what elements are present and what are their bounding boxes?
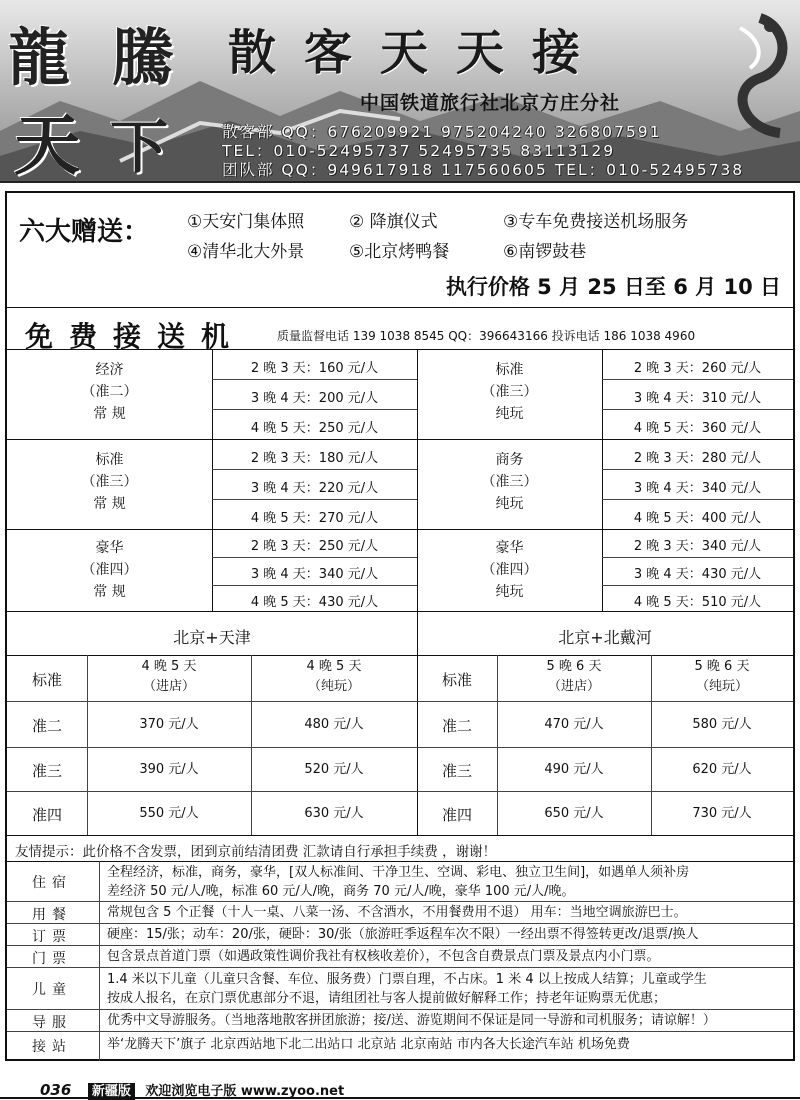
price-cell: 4 晚 5 天：430 元/人 [250, 595, 379, 610]
detail-text [107, 925, 787, 944]
free-pickup-title: 免费接送机 [25, 320, 246, 353]
divider [602, 499, 793, 500]
divider [7, 747, 793, 748]
combo-price: 630 元/人 [304, 806, 364, 821]
price-cell: 3 晚 4 天：340 元/人 [250, 567, 379, 582]
detail-line: 1.4 米以下儿童（儿童只含餐、车位、服务费）门票自理，不占床。1 米 4 以上按成人结算；儿童或学生 [107, 972, 707, 987]
divider [7, 791, 793, 792]
package-tier: 标准 [495, 362, 524, 378]
combo-title-tianjin: 北京+天津 [173, 628, 251, 647]
gift-item: ③专车免费接送机场服务 [503, 212, 689, 232]
detail-text [107, 863, 787, 901]
divider [212, 409, 417, 410]
package-type: 常 规 [93, 496, 126, 512]
package-name [7, 537, 212, 603]
price-cell: 3 晚 4 天：220 元/人 [250, 481, 379, 496]
combo-price: 490 元/人 [544, 762, 604, 777]
package-tier: 标准 [95, 452, 124, 468]
contact-line: TEL：010-52495737 52495735 83113129 [222, 142, 616, 160]
gift-item: ④清华北大外景 [187, 242, 305, 262]
dragon-swirl-icon [700, 8, 796, 148]
package-tier: 经济 [95, 362, 124, 378]
combo-price: 620 元/人 [692, 762, 752, 777]
logo-char-4: 下 [110, 113, 169, 181]
combo-level-label: 准四 [441, 806, 472, 824]
gifts-title: 六大赠送： [19, 217, 150, 247]
contact-line: 散客部 QQ：676209921 975204240 326807591 [222, 123, 662, 141]
divider [7, 861, 793, 862]
divider [7, 945, 793, 946]
combo-price: 650 元/人 [544, 806, 604, 821]
package-type: 纯玩 [495, 584, 524, 600]
combo-level-label: 准二 [441, 717, 472, 735]
detail-line: 差经济 50 元/人/晚，标准 60 元/人/晚，商务 70 元/人/晚，豪华 100 元/人/晚。 [107, 884, 575, 899]
detail-label: 订票 [32, 929, 72, 945]
divider [602, 409, 793, 410]
divider [212, 585, 417, 586]
combo-price: 370 元/人 [139, 717, 199, 732]
package-type: 常 规 [93, 406, 126, 422]
combo-level-label: 准三 [441, 762, 472, 780]
combo-header [651, 657, 793, 697]
combo-header-type: （进店） [547, 679, 600, 694]
combo-price: 550 元/人 [139, 806, 199, 821]
divider [7, 1031, 793, 1032]
package-tier: 豪华 [495, 540, 524, 556]
package-tier: 商务 [495, 452, 524, 468]
divider [7, 439, 793, 440]
divider [7, 967, 793, 968]
website-link[interactable]: 欢迎浏览电子版 www.zyoo.net [145, 1084, 345, 1099]
combo-level-label: 标准 [31, 671, 62, 689]
slogan: 散客天天接 [228, 25, 609, 81]
combo-price: 730 元/人 [692, 806, 752, 821]
price-cell: 2 晚 3 天：340 元/人 [633, 539, 762, 554]
divider [7, 923, 793, 924]
divider [0, 1097, 800, 1099]
gift-item: ⑥南锣鼓巷 [503, 242, 587, 262]
price-cell: 4 晚 5 天：250 元/人 [250, 421, 379, 436]
detail-label: 儿童 [32, 982, 72, 998]
package-class: （准四） [81, 562, 138, 578]
package-name [7, 449, 212, 515]
edition-badge: 新疆版 [88, 1083, 135, 1100]
divider [7, 349, 793, 350]
combo-header-duration: 4 晚 5 天 [141, 659, 197, 674]
combo-header [251, 657, 417, 697]
detail-line: 常规包含 5 个正餐（十人一桌、八菜一汤、不含酒水，不用餐费用不退） 用车：当地空调旅游巴士。 [107, 905, 687, 920]
price-cell: 3 晚 4 天：200 元/人 [250, 391, 379, 406]
divider [212, 557, 417, 558]
gift-item: ② 降旗仪式 [349, 212, 438, 232]
divider [7, 655, 793, 656]
package-name [417, 537, 602, 603]
package-name [7, 359, 212, 425]
divider [7, 835, 793, 836]
detail-label: 导服 [32, 1015, 72, 1031]
combo-header [87, 657, 251, 697]
price-cell: 3 晚 4 天：430 元/人 [633, 567, 762, 582]
agency-name: 中国铁道旅行社北京方庄分社 [360, 92, 621, 114]
price-cell: 4 晚 5 天：270 元/人 [250, 511, 379, 526]
detail-label: 用餐 [32, 907, 72, 923]
combo-price: 580 元/人 [692, 717, 752, 732]
package-class: （准三） [81, 474, 138, 490]
combo-header-type: （进店） [142, 679, 195, 694]
divider [7, 901, 793, 902]
price-cell: 4 晚 5 天：360 元/人 [633, 421, 762, 436]
combo-level-label: 准四 [31, 806, 62, 824]
package-class: （准二） [81, 384, 138, 400]
combo-header-duration: 5 晚 6 天 [694, 659, 750, 674]
combo-level-label: 准二 [31, 717, 62, 735]
divider [7, 611, 793, 612]
combo-header-duration: 5 晚 6 天 [546, 659, 602, 674]
combo-level-label: 标准 [441, 671, 472, 689]
price-cell: 2 晚 3 天：260 元/人 [633, 361, 762, 376]
divider [602, 557, 793, 558]
divider [7, 529, 793, 530]
contact-line: 团队部 QQ：949617918 117560605 TEL：010-52495738 [222, 161, 745, 179]
divider [7, 1009, 793, 1010]
detail-line: 按成人报名，在京门票优惠部分不退，请组团社与客人提前做好解释工作；持老年证购票无优惠； [107, 991, 667, 1006]
divider [602, 585, 793, 586]
gift-item: ①天安门集体照 [187, 212, 305, 232]
price-cell: 2 晚 3 天：280 元/人 [633, 451, 762, 466]
divider [602, 379, 793, 380]
logo-char-2: 騰 [112, 21, 175, 94]
price-cell: 4 晚 5 天：510 元/人 [633, 595, 762, 610]
logo-char-3: 天 [14, 106, 80, 183]
friendly-tip: 友情提示：此价格不含发票，团到京前结清团费 汇款请自行承担手续费 ，谢谢！ [15, 844, 497, 860]
divider [7, 307, 793, 308]
detail-label: 门票 [32, 951, 72, 967]
combo-title-beidaihe: 北京+北戴河 [558, 628, 652, 647]
package-name [417, 449, 602, 515]
package-class: （准三） [481, 474, 538, 490]
logo-char-1: 龍 [8, 21, 71, 94]
detail-line: 优秀中文导游服务。（当地落地散客拼团旅游；接/送、游览期间不保证是同一导游和司机服务；请谅解！） [107, 1013, 716, 1028]
validity-period: 执行价格 5 月 25 日至 6 月 10 日 [445, 275, 781, 299]
detail-line: 包含景点首道门票（如遇政策性调价我社有权核收差价），不包含自费景点门票及景点内小门票。 [107, 949, 660, 964]
divider [212, 469, 417, 470]
combo-header [497, 657, 651, 697]
price-cell: 3 晚 4 天：310 元/人 [633, 391, 762, 406]
combo-header-type: （纯玩） [307, 679, 360, 694]
detail-label: 接站 [32, 1039, 72, 1055]
header-banner [0, 0, 800, 183]
detail-text [107, 947, 787, 966]
detail-text [107, 970, 787, 1008]
price-cell: 2 晚 3 天：160 元/人 [250, 361, 379, 376]
divider [7, 701, 793, 702]
divider [602, 469, 793, 470]
page-number: 036 [40, 1081, 72, 1099]
combo-level-label: 准三 [31, 762, 62, 780]
gift-item: ⑤北京烤鸭餐 [349, 242, 450, 262]
detail-text [107, 1035, 787, 1054]
price-cell: 3 晚 4 天：340 元/人 [633, 481, 762, 496]
combo-header-duration: 4 晚 5 天 [306, 659, 362, 674]
package-type: 纯玩 [495, 496, 524, 512]
package-tier: 豪华 [95, 540, 124, 556]
combo-price: 520 元/人 [304, 762, 364, 777]
price-sheet [5, 191, 795, 1061]
detail-label: 住宿 [32, 875, 72, 891]
package-type: 常 规 [93, 584, 126, 600]
package-class: （准四） [481, 562, 538, 578]
package-class: （准三） [481, 384, 538, 400]
price-cell: 2 晚 3 天：250 元/人 [250, 539, 379, 554]
combo-header-type: （纯玩） [695, 679, 748, 694]
divider [212, 499, 417, 500]
detail-text [107, 1011, 787, 1030]
combo-price: 390 元/人 [139, 762, 199, 777]
combo-price: 480 元/人 [304, 717, 364, 732]
price-cell: 2 晚 3 天：180 元/人 [250, 451, 379, 466]
detail-line: 全程经济，标准，商务，豪华，[双人标准间、干净卫生、空调、彩电、独立卫生间]，如遇单人须补房 [107, 865, 690, 880]
detail-line: 硬座：15/张；动车：20/张，硬卧：30/张（旅游旺季返程车次不限）一经出票不得签转更改/退票/换人 [107, 927, 699, 942]
package-type: 纯玩 [495, 406, 524, 422]
package-name [417, 359, 602, 425]
detail-text [107, 903, 787, 922]
detail-line: 举‘龙腾天下’旗子 北京西站地下北二出站口 北京站 北京南站 市内各大长途汽车站 机场免费 [107, 1037, 630, 1052]
combo-price: 470 元/人 [544, 717, 604, 732]
price-cell: 4 晚 5 天：400 元/人 [633, 511, 762, 526]
divider [212, 379, 417, 380]
hotline-info: 质量监督电话 139 1038 8545 QQ：396643166 投诉电话 186 1038 4960 [277, 329, 696, 343]
